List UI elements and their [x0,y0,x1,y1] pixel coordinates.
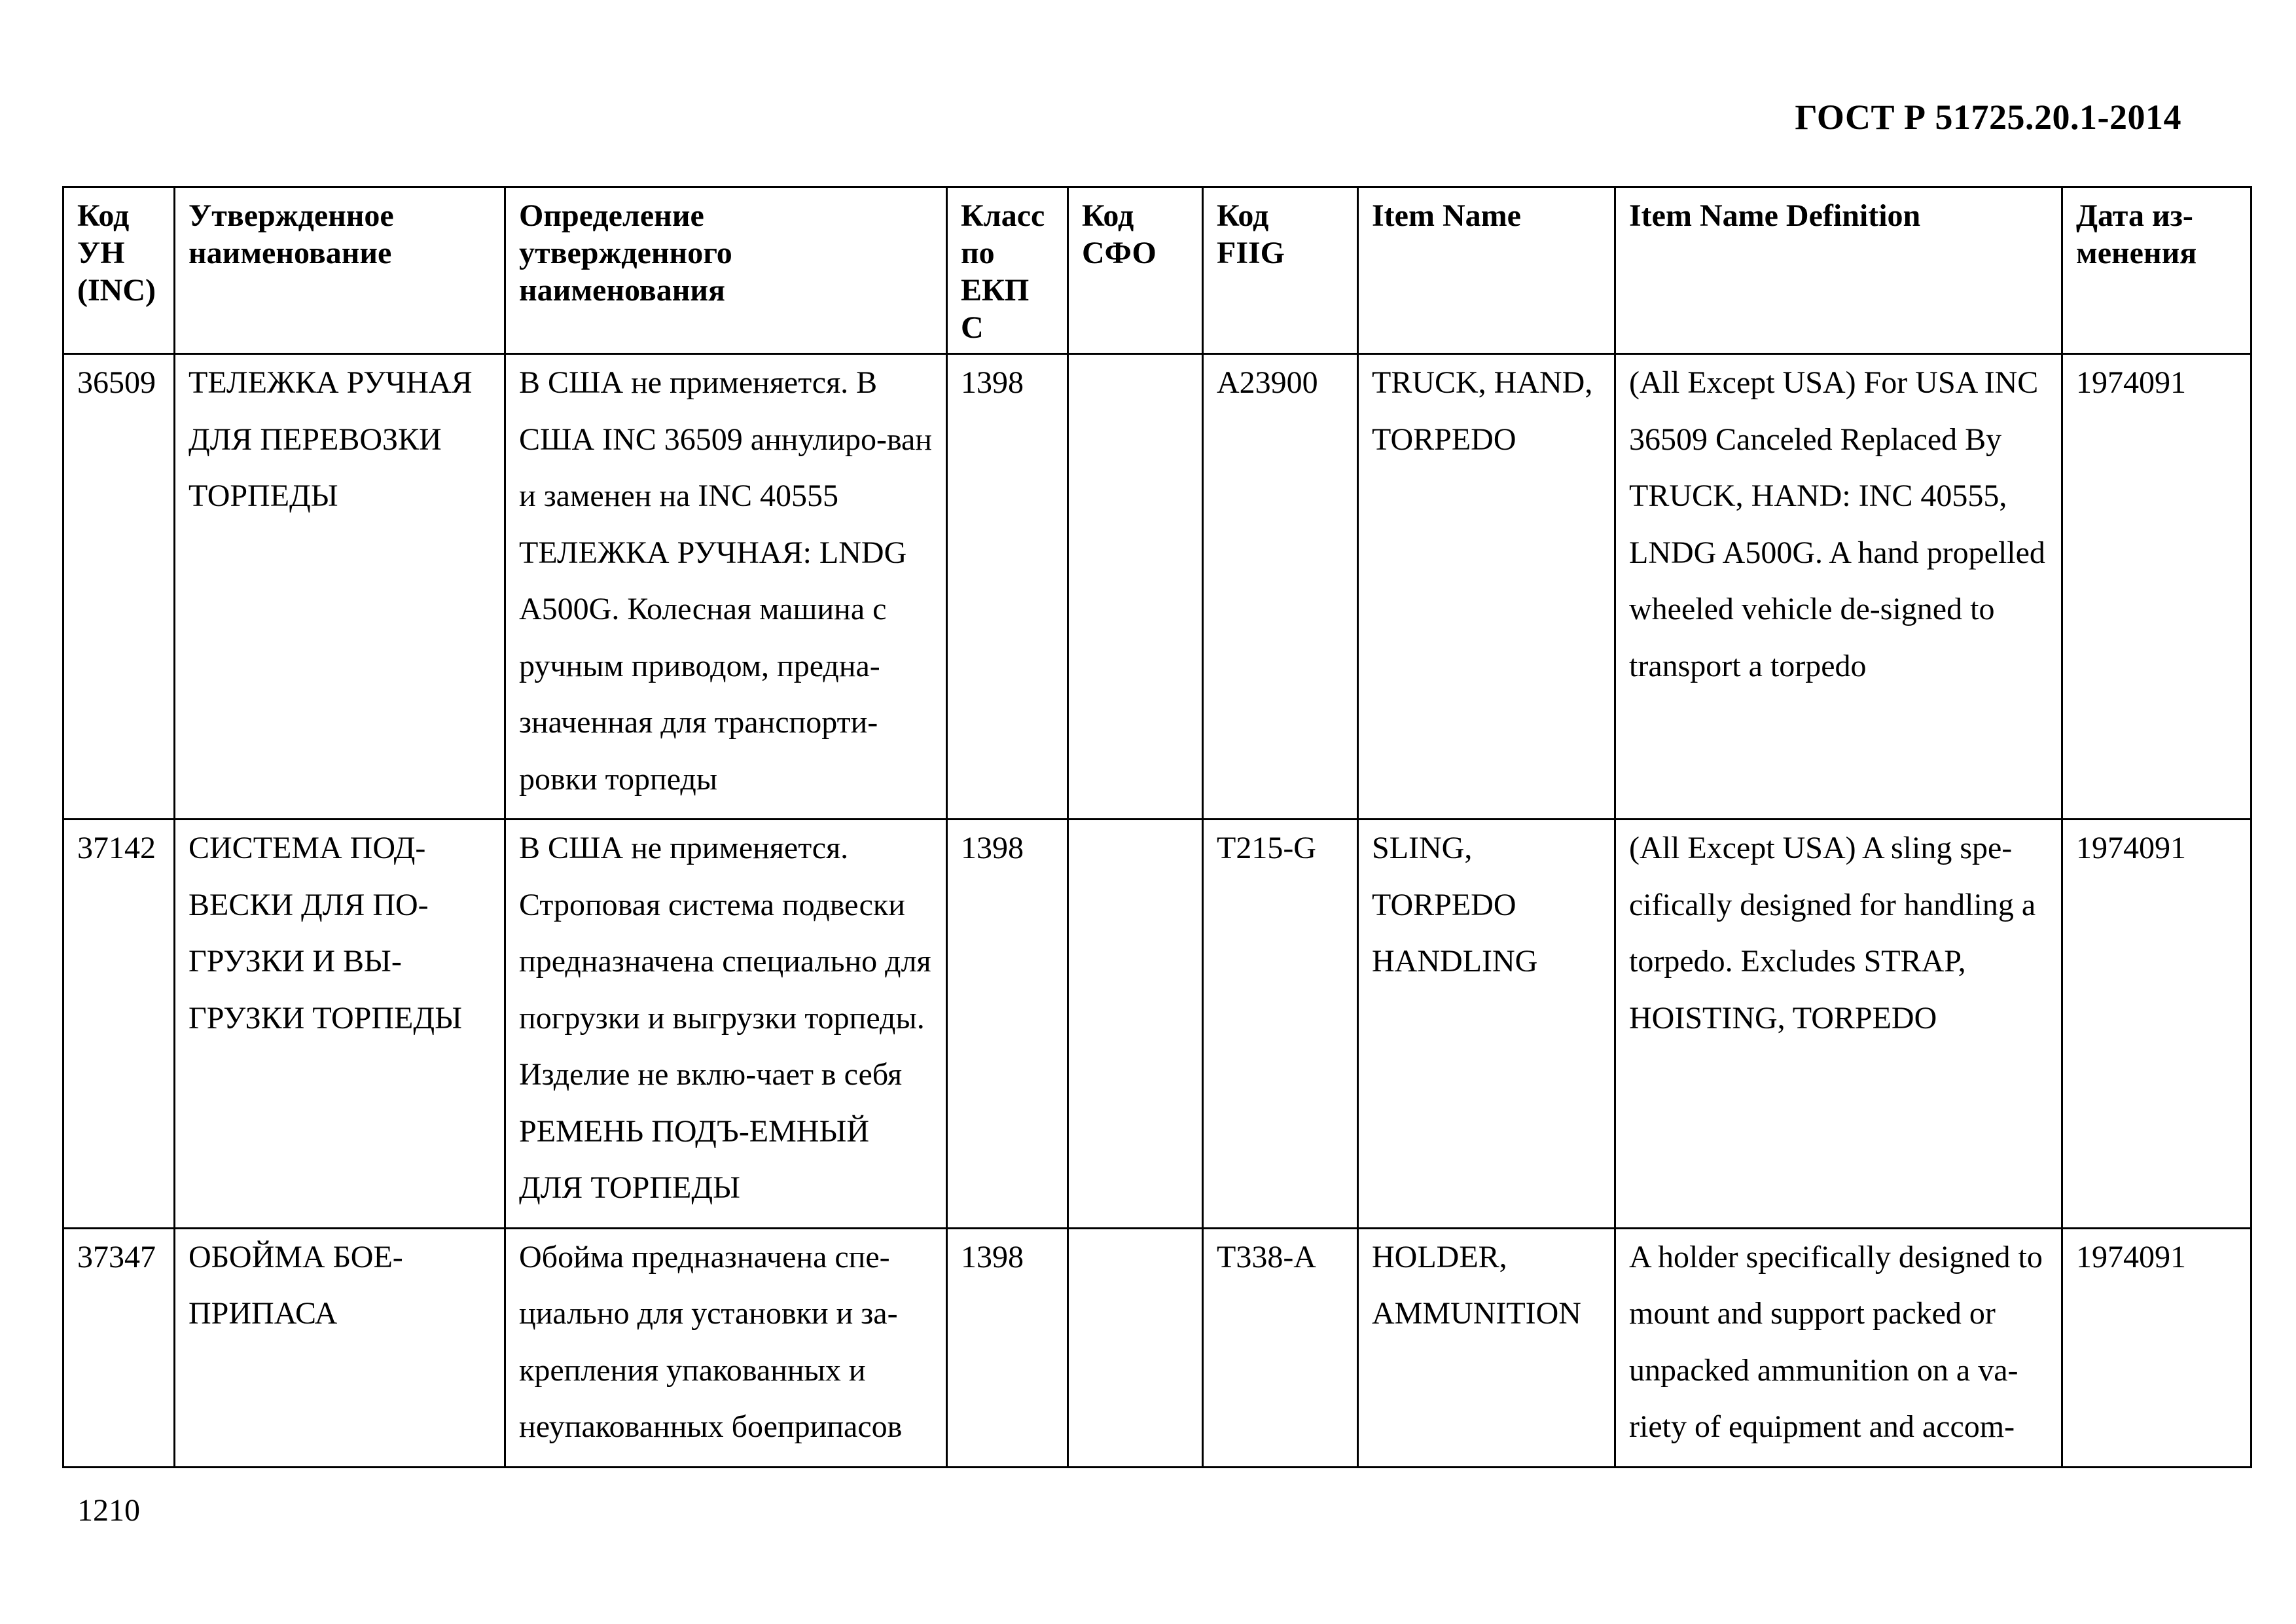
cell-sfo-code [1068,820,1203,1229]
cell-fiig-code: A23900 [1203,354,1358,820]
cell-change-date: 1974091 [2062,820,2251,1229]
table-header-row [63,187,2251,354]
cell-sfo-code [1068,354,1203,820]
header-definition: Определение утвержденного наименования [505,187,947,354]
cell-item-name-definition: (All Except USA) A sling spe-cifically designed for handling a torpedo. Excludes STRAP, HOISTING, TORPEDO [1615,820,2062,1229]
header-item-name: Item Name [1358,187,1615,354]
header-ekps-class: Класс по ЕКП С [947,187,1068,354]
header-item-name-definition: Item Name Definition [1615,187,2062,354]
cell-definition: В США не применяется. Строповая система подвески предназначена специально для погрузки и выгрузки торпеды. Изделие не вклю-чает в себя РЕМЕНЬ ПОДЪ-ЕМНЫЙ ДЛЯ ТОРПЕДЫ [505,820,947,1229]
table-row [63,354,2251,820]
cell-change-date: 1974091 [2062,354,2251,820]
cell-item-name-definition: (All Except USA) For USA INC 36509 Canceled Replaced By TRUCK, HAND: INC 40555, LNDG A500G. A hand propelled wheeled vehicle de-signed to transport a torpedo [1615,354,2062,820]
header-approved-name: Утвержденное наименование [175,187,505,354]
header-sfo-code: Код СФО [1068,187,1203,354]
cell-inc: 37347 [63,1228,175,1467]
cell-ekps-class: 1398 [947,820,1068,1229]
cell-item-name: TRUCK, HAND, TORPEDO [1358,354,1615,820]
table-row [63,1228,2251,1467]
standard-code-header: ГОСТ Р 51725.20.1-2014 [1795,98,2181,137]
cell-fiig-code: T338-A [1203,1228,1358,1467]
catalog-table [62,186,2252,1468]
page-number: 1210 [77,1493,140,1528]
cell-fiig-code: T215-G [1203,820,1358,1229]
header-inc: Код УН (INC) [63,187,175,354]
cell-item-name-definition: A holder specifically designed to mount and support packed or unpacked ammunition on a va-riety of equipment and accom- [1615,1228,2062,1467]
header-fiig-code: Код FIIG [1203,187,1358,354]
cell-ekps-class: 1398 [947,354,1068,820]
cell-ekps-class: 1398 [947,1228,1068,1467]
cell-inc: 37142 [63,820,175,1229]
cell-approved-name: СИСТЕМА ПОД-ВЕСКИ ДЛЯ ПО-ГРУЗКИ И ВЫ-ГРУЗКИ ТОРПЕДЫ [175,820,505,1229]
cell-item-name: SLING, TORPEDO HANDLING [1358,820,1615,1229]
cell-definition: Обойма предназначена спе-циально для установки и за-крепления упакованных и неупакованных боеприпасов [505,1228,947,1467]
cell-definition: В США не применяется. В США INC 36509 аннулиро-ван и заменен на INC 40555 ТЕЛЕЖКА РУЧНАЯ: LNDG A500G. Колесная машина с ручным приводом, предна-значенная для транспорти-ровки торпеды [505,354,947,820]
table-row [63,820,2251,1229]
cell-approved-name: ТЕЛЕЖКА РУЧНАЯ ДЛЯ ПЕРЕВОЗКИ ТОРПЕДЫ [175,354,505,820]
cell-sfo-code [1068,1228,1203,1467]
cell-change-date: 1974091 [2062,1228,2251,1467]
cell-approved-name: ОБОЙМА БОЕ-ПРИПАСА [175,1228,505,1467]
cell-inc: 36509 [63,354,175,820]
cell-item-name: HOLDER, AMMUNITION [1358,1228,1615,1467]
header-change-date: Дата из- менения [2062,187,2251,354]
